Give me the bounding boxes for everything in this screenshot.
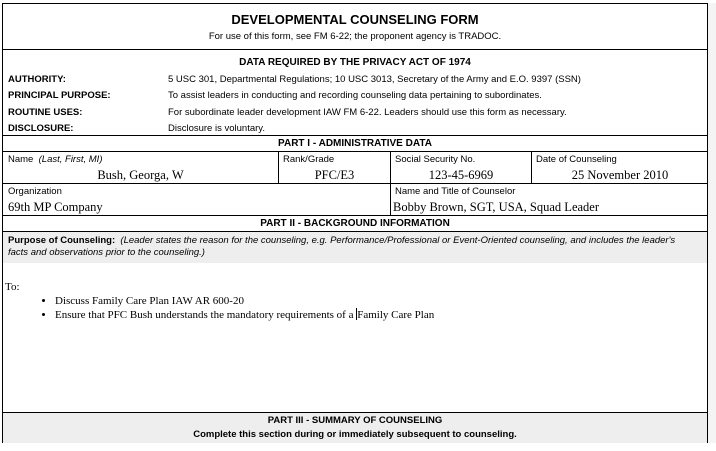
part3-subheading: Complete this section during or immediately subsequent to counseling. [193, 429, 517, 440]
rank-field[interactable]: PFC/E3 [314, 168, 355, 182]
divider [3, 49, 707, 50]
organization-label: Organization [8, 186, 62, 197]
counseling-text-area[interactable] [3, 266, 707, 411]
form-subtitle: For use of this form, see FM 6-22; the proponent agency is TRADOC. [208, 31, 502, 42]
part1-heading: PART I - ADMINISTRATIVE DATA [278, 138, 432, 149]
counselor-label: Name and Title of Counselor [395, 186, 516, 197]
divider [3, 215, 707, 216]
routine-uses-label: ROUTINE USES: [8, 107, 83, 118]
part2-heading: PART II - BACKGROUND INFORMATION [260, 218, 450, 229]
disclosure-label: DISCLOSURE: [8, 123, 74, 134]
list-item: • Discuss Family Care Plan IAW AR 600-20 [55, 294, 434, 308]
purpose-label: Purpose of Counseling: (Leader states the reason for the counseling, e.g. Performance/Professional or Event-Oriented counseling, and includes the leader's facts and observations prior to the counseling.) [8, 235, 676, 258]
to-label: To: [5, 281, 20, 293]
name-label: Name (Last, First, MI) [8, 154, 103, 165]
list-item: • Ensure that PFC Bush understands the mandatory requirements of a Family Care Plan [55, 308, 434, 322]
organization-field[interactable]: 69th MP Company [8, 200, 103, 214]
principal-purpose-label: PRINCIPAL PURPOSE: [8, 90, 111, 101]
date-field[interactable]: 25 November 2010 [571, 168, 669, 182]
principal-purpose-text: To assist leaders in conducting and recording counseling data pertaining to subordinates. [168, 90, 542, 101]
routine-uses-text: For subordinate leader development IAW FM 6-22. Leaders should use this form as necessary. [168, 107, 567, 118]
scrollbar[interactable] [708, 3, 716, 443]
rank-label: Rank/Grade [283, 154, 335, 165]
disclosure-text: Disclosure is voluntary. [168, 123, 265, 134]
name-field[interactable]: Bush, Georga, W [97, 168, 184, 182]
authority-text: 5 USC 301, Departmental Regulations; 10 USC 3013, Secretary of the Army and E.O. 9397 (SSN) [168, 74, 581, 85]
form-title: DEVELOPMENTAL COUNSELING FORM [231, 12, 479, 27]
authority-label: AUTHORITY: [8, 74, 66, 85]
divider [3, 135, 707, 136]
divider [3, 183, 707, 184]
purpose-bullet-list [43, 294, 434, 322]
ssn-label: Social Security No. [395, 154, 476, 165]
ssn-field[interactable]: 123-45-6969 [428, 168, 494, 182]
part3-heading: PART III - SUMMARY OF COUNSELING [267, 415, 443, 426]
counseling-form [2, 3, 708, 443]
divider [3, 151, 707, 152]
counselor-field[interactable]: Bobby Brown, SGT, USA, Squad Leader [393, 200, 599, 214]
date-label: Date of Counseling [536, 154, 617, 165]
privacy-heading: DATA REQUIRED BY THE PRIVACY ACT OF 1974 [239, 57, 471, 68]
